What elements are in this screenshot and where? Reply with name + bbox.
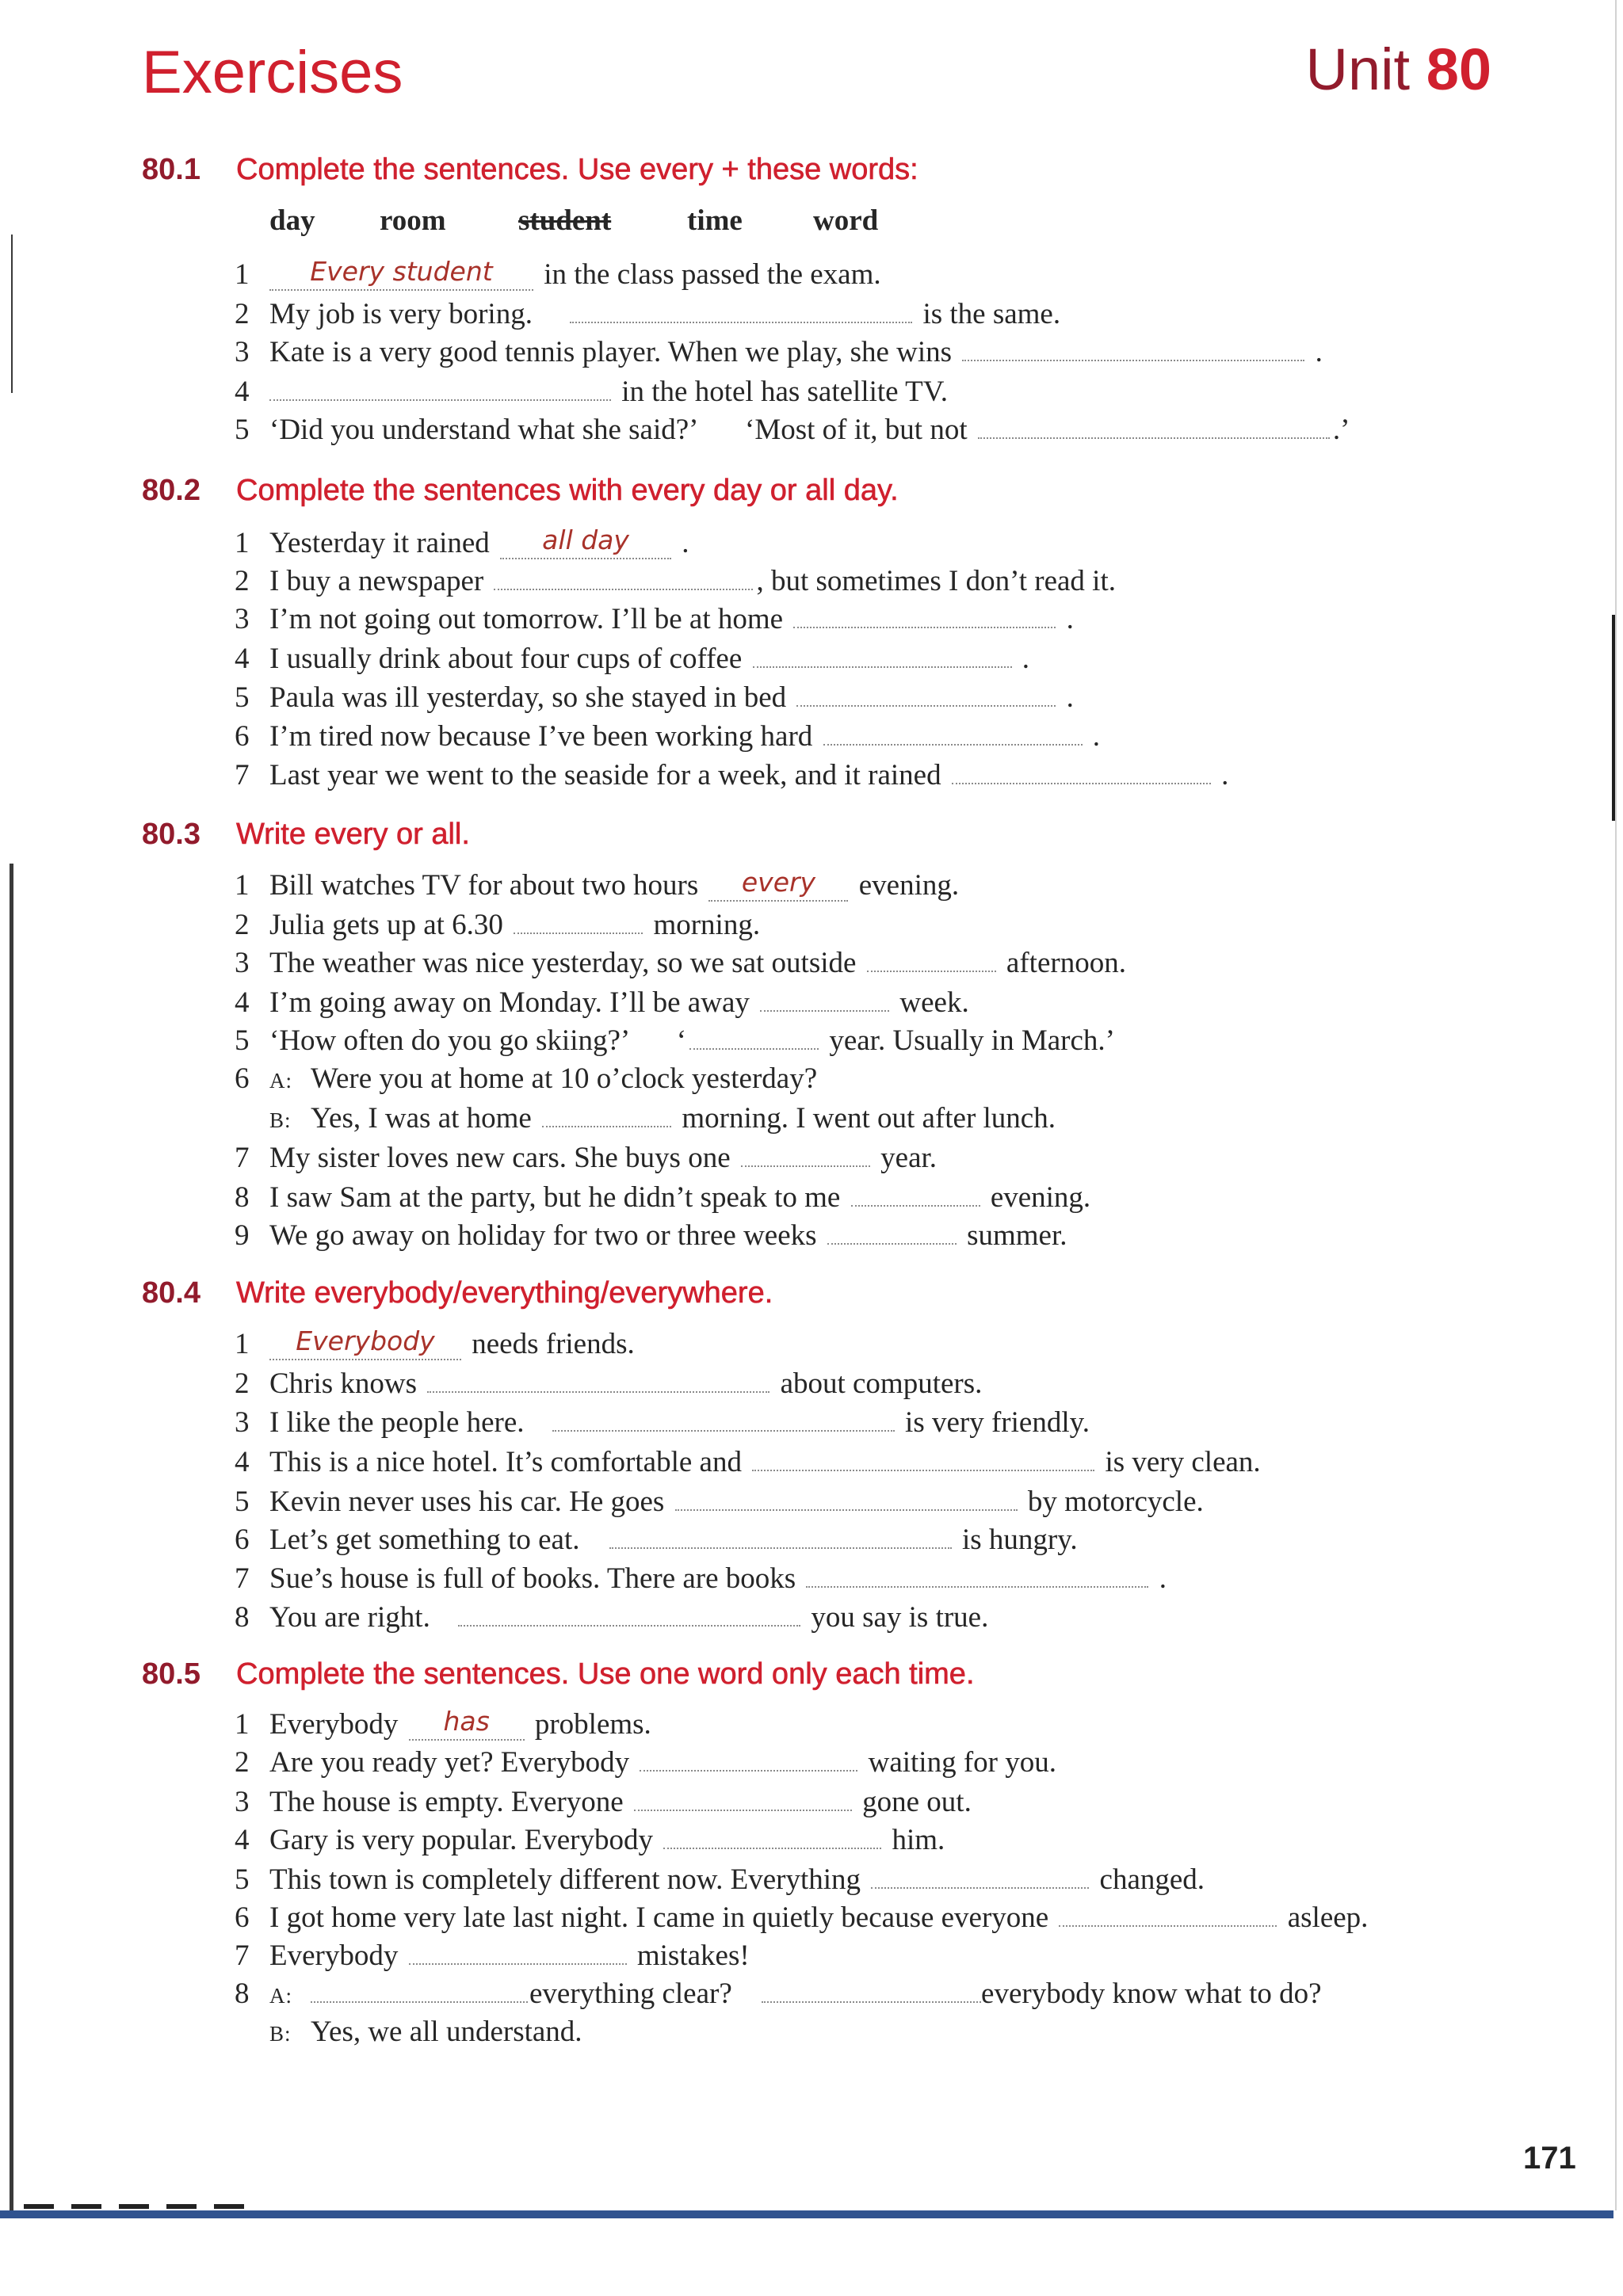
answer-blank <box>542 1126 671 1127</box>
item-number: 6 <box>235 720 250 753</box>
item-text: ‘How often do you go skiing?’ <box>269 1024 628 1057</box>
item-text: everybody know what to do? <box>981 1978 1322 2010</box>
item-text: I like the people here. <box>269 1406 525 1439</box>
answer-blank <box>760 1010 889 1012</box>
exercise-item <box>235 524 689 563</box>
section-instruction: Complete the sentences. Use one word only each time. <box>236 1657 975 1691</box>
exercise-item <box>235 372 948 412</box>
item-text: Gary is very popular. Everybody <box>269 1824 653 1856</box>
item-text: needs friends. <box>472 1328 635 1360</box>
section-number: 80.5 <box>142 1657 200 1691</box>
answer-blank <box>427 1391 769 1393</box>
exercise-item <box>235 717 1100 757</box>
item-number: 1 <box>235 1328 250 1360</box>
item-text: problems. <box>534 1708 651 1741</box>
section-number: 80.4 <box>142 1276 200 1310</box>
exercise-item <box>235 1821 945 1860</box>
scan-edge-line <box>11 235 13 393</box>
exercise-item <box>235 1520 1078 1560</box>
exercise-item <box>235 1059 817 1099</box>
item-number: 1 <box>235 1708 250 1741</box>
handwritten-answer: has <box>443 1706 490 1737</box>
answer-blank <box>609 1547 952 1549</box>
answer-blank <box>675 1509 1018 1511</box>
bottom-dash-rule <box>24 2204 254 2209</box>
item-text: . <box>1221 759 1229 791</box>
item-text: I buy a newspaper <box>269 565 484 597</box>
exercise-item-continued <box>235 2012 582 2052</box>
item-number: 6 <box>235 1901 250 1934</box>
answer-blank <box>269 256 533 291</box>
section-number: 80.3 <box>142 818 200 851</box>
item-number: 7 <box>235 759 250 791</box>
exercise-item <box>235 1559 1167 1599</box>
exercise-item <box>235 866 959 906</box>
answer-blank <box>409 1706 525 1741</box>
item-text: I saw Sam at the party, but he didn’t speak to me <box>269 1181 841 1214</box>
section-instruction: Write every or all. <box>236 818 470 851</box>
exercise-item <box>235 639 1029 679</box>
answer-blank <box>552 1430 895 1432</box>
exercise-item <box>235 1443 1261 1482</box>
item-text: I’m not going out tomorrow. I’ll be at home <box>269 603 784 635</box>
answer-blank <box>708 867 848 902</box>
answer-blank <box>570 322 912 323</box>
item-text: week. <box>899 986 969 1019</box>
item-number: 4 <box>235 1446 250 1478</box>
scan-edge-line <box>1615 0 1617 2210</box>
exercise-item <box>235 1743 1056 1783</box>
item-number: 3 <box>235 603 250 635</box>
item-text: Yes, I was at home <box>311 1102 532 1135</box>
answer-blank <box>269 1325 461 1360</box>
item-number: 2 <box>235 1367 250 1400</box>
unit-number: 80 <box>1426 36 1491 102</box>
item-text: morning. I went out after lunch. <box>682 1102 1056 1135</box>
item-number: 3 <box>235 947 250 979</box>
item-text: My sister loves new cars. She buys one <box>269 1142 731 1174</box>
item-text: Bill watches TV for about two hours <box>269 869 699 902</box>
exercise-item <box>235 944 1126 983</box>
word-box-item: time <box>687 204 743 237</box>
speaker-label: A: <box>269 1984 292 2008</box>
item-text: Last year we went to the seaside for a week, and it rained <box>269 759 941 791</box>
answer-blank <box>793 627 1056 628</box>
answer-blank <box>952 783 1211 784</box>
exercise-item <box>235 1482 1204 1522</box>
item-text: Let’s get something to eat. <box>269 1524 580 1556</box>
unit-heading <box>1306 32 1491 108</box>
word-box <box>0 201 951 241</box>
item-text: Are you ready yet? Everybody <box>269 1746 630 1779</box>
item-text: Kevin never uses his car. He goes <box>269 1486 665 1518</box>
item-number: 2 <box>235 565 250 597</box>
handwritten-answer: all day <box>542 524 629 555</box>
item-text: My job is very boring. <box>269 298 533 330</box>
section-header <box>142 812 470 856</box>
item-text: about computers. <box>780 1367 983 1400</box>
item-number: 3 <box>235 1406 250 1439</box>
exercise-item <box>235 1325 635 1364</box>
item-text: waiting for you. <box>868 1746 1056 1779</box>
item-number: 7 <box>235 1142 250 1174</box>
exercise-item <box>235 1178 1090 1218</box>
exercise-item <box>235 1021 1115 1061</box>
section-number: 80.2 <box>142 474 200 507</box>
speaker-label: B: <box>269 1108 292 1132</box>
item-number: 2 <box>235 298 250 330</box>
item-text: in the class passed the exam. <box>544 258 881 291</box>
section-header <box>142 147 918 192</box>
answer-blank <box>823 744 1083 746</box>
answer-blank <box>871 1887 1089 1889</box>
page-number: 171 <box>1523 2141 1576 2176</box>
item-text: Kate is a very good tennis player. When we play, she wins <box>269 336 953 368</box>
item-text: . <box>1315 336 1323 368</box>
item-text: in the hotel has satellite TV. <box>621 376 948 408</box>
item-number: 4 <box>235 376 250 408</box>
item-text: We go away on holiday for two or three weeks <box>269 1219 817 1252</box>
item-text: ‘ <box>676 1024 687 1057</box>
exercise-item <box>235 1860 1205 1900</box>
item-number: 5 <box>235 681 250 714</box>
item-text: . <box>1066 681 1074 714</box>
exercise-item <box>235 255 881 295</box>
item-text: by motorcycle. <box>1027 1486 1204 1518</box>
exercise-item <box>235 295 1060 334</box>
exercise-item <box>235 1898 1368 1938</box>
section-instruction: Complete the sentences. Use every + these words: <box>236 153 918 186</box>
item-number: 7 <box>235 1939 250 1972</box>
answer-blank <box>689 1048 819 1050</box>
exercise-item <box>235 1364 982 1404</box>
exercise-item <box>235 906 760 945</box>
answer-blank <box>753 666 1012 668</box>
item-text: asleep. <box>1287 1901 1369 1934</box>
item-text: mistakes! <box>636 1939 750 1972</box>
item-text: I usually drink about four cups of coffee <box>269 643 743 675</box>
item-number: 6 <box>235 1524 250 1556</box>
exercise-item <box>235 410 1350 450</box>
item-text: . <box>1092 720 1101 753</box>
item-text: The weather was nice yesterday, so we sat outside <box>269 947 857 979</box>
answer-blank <box>409 1963 627 1965</box>
exercise-item <box>235 983 969 1023</box>
section-number: 80.1 <box>142 153 200 186</box>
answer-blank <box>1059 1925 1277 1927</box>
item-text: Chris knows <box>269 1367 418 1400</box>
item-text: .’ <box>1332 414 1350 446</box>
item-text: gone out. <box>862 1786 972 1818</box>
answer-blank <box>978 437 1330 439</box>
item-text: I’m going away on Monday. I’ll be away <box>269 986 750 1019</box>
item-text: ‘Most of it, but not <box>745 414 968 446</box>
exercise-item <box>235 1138 937 1178</box>
item-number: 4 <box>235 1824 250 1856</box>
answer-blank <box>752 1470 1094 1471</box>
item-number: 8 <box>235 1601 250 1634</box>
answer-blank <box>741 1165 870 1167</box>
exercise-item <box>235 1974 1322 2014</box>
item-number: 5 <box>235 1863 250 1896</box>
answer-blank <box>806 1586 1148 1588</box>
exercise-item <box>235 600 1074 639</box>
bottom-rule <box>0 2210 1613 2218</box>
exercise-item-continued <box>235 1099 1056 1138</box>
section-instruction: Write everybody/everything/everywhere. <box>236 1276 773 1310</box>
answer-blank <box>494 589 753 590</box>
exercise-item <box>235 333 1323 372</box>
answer-blank <box>458 1625 800 1627</box>
item-text: I got home very late last night. I came in quietly because everyone <box>269 1901 1049 1934</box>
item-text: . <box>1159 1562 1167 1595</box>
answer-blank <box>500 524 671 559</box>
section-header <box>142 468 899 513</box>
item-text: , but sometimes I don’t read it. <box>756 565 1116 597</box>
word-box-item: room <box>380 204 446 237</box>
answer-blank <box>311 2001 528 2003</box>
item-text: I’m tired now because I’ve been working hard <box>269 720 813 753</box>
answer-blank <box>962 360 1304 361</box>
item-text: evening. <box>990 1181 1091 1214</box>
item-number: 3 <box>235 336 250 368</box>
item-text: year. Usually in March.’ <box>829 1024 1115 1057</box>
answer-blank <box>269 399 611 401</box>
item-number: 4 <box>235 986 250 1019</box>
item-text: You are right. <box>269 1601 430 1634</box>
item-number: 7 <box>235 1562 250 1595</box>
item-number: 5 <box>235 1486 250 1518</box>
item-number: 6 <box>235 1062 250 1095</box>
unit-label: Unit <box>1305 36 1411 102</box>
exercise-item <box>235 678 1074 718</box>
item-number: 8 <box>235 1978 250 2010</box>
answer-blank <box>867 971 996 972</box>
item-text: morning. <box>653 909 761 941</box>
item-text: Yesterday it rained <box>269 527 490 559</box>
item-number: 2 <box>235 1746 250 1779</box>
answer-blank <box>640 1770 857 1772</box>
item-text: . <box>1066 603 1074 635</box>
item-text: Paula was ill yesterday, so she stayed in bed <box>269 681 787 714</box>
item-text: is very clean. <box>1105 1446 1261 1478</box>
item-text: him. <box>892 1824 945 1856</box>
answer-blank <box>663 1848 881 1849</box>
item-text: summer. <box>967 1219 1067 1252</box>
item-text: The house is empty. Everyone <box>269 1786 624 1818</box>
item-number: 1 <box>235 869 250 902</box>
item-text: everything clear? <box>529 1978 732 2010</box>
item-number: 3 <box>235 1786 250 1818</box>
handwritten-answer: Everybody <box>296 1325 435 1356</box>
item-text: . <box>682 527 689 559</box>
exercise-item <box>235 1783 972 1822</box>
item-text: evening. <box>858 869 960 902</box>
item-text: . <box>1022 643 1030 675</box>
exercise-item <box>235 1598 988 1638</box>
section-header <box>142 1271 773 1315</box>
answer-blank <box>514 933 643 934</box>
item-number: 5 <box>235 414 250 446</box>
handwritten-answer: Every student <box>310 256 493 287</box>
page-title: Exercises <box>142 39 403 106</box>
item-text: ‘Did you understand what she said?’ <box>269 414 697 446</box>
item-number: 1 <box>235 527 250 559</box>
answer-blank <box>851 1205 980 1207</box>
section-instruction: Complete the sentences with every day or all day. <box>236 474 899 507</box>
exercise-item <box>235 1403 1090 1443</box>
item-text: afternoon. <box>1006 947 1126 979</box>
item-number: 9 <box>235 1219 250 1252</box>
answer-blank <box>796 705 1056 707</box>
scan-edge-line <box>10 864 13 2210</box>
item-number: 2 <box>235 909 250 941</box>
item-number: 1 <box>235 258 250 291</box>
item-text: Everybody <box>269 1939 399 1972</box>
answer-blank <box>634 1810 852 1811</box>
exercise-item <box>235 1705 651 1745</box>
answer-blank <box>762 2001 981 2003</box>
item-number: 8 <box>235 1181 250 1214</box>
item-text: is hungry. <box>962 1524 1078 1556</box>
word-box-item: word <box>813 204 879 237</box>
word-box-item-crossed-out: student <box>518 204 612 237</box>
item-text: year. <box>880 1142 938 1174</box>
speaker-label: B: <box>269 2022 292 2046</box>
item-text: Were you at home at 10 o’clock yesterday? <box>311 1062 818 1095</box>
item-number: 5 <box>235 1024 250 1057</box>
exercise-item <box>235 1936 750 1976</box>
item-text: you say is true. <box>811 1601 989 1634</box>
exercise-item <box>235 562 1116 601</box>
section-header <box>142 1652 975 1696</box>
item-number: 4 <box>235 643 250 675</box>
answer-blank <box>827 1243 957 1245</box>
item-text: Yes, we all understand. <box>311 2016 582 2048</box>
item-text: changed. <box>1099 1863 1205 1896</box>
item-text: This is a nice hotel. It’s comfortable and <box>269 1446 742 1478</box>
item-text: is the same. <box>922 298 1061 330</box>
handwritten-answer: every <box>741 867 816 898</box>
item-text: Julia gets up at 6.30 <box>269 909 503 941</box>
exercise-item <box>235 1216 1067 1256</box>
item-text: Sue’s house is full of books. There are books <box>269 1562 796 1595</box>
word-box-item: day <box>269 204 315 237</box>
item-text: This town is completely different now. Everything <box>269 1863 861 1896</box>
exercise-item <box>235 756 1228 795</box>
item-text: is very friendly. <box>905 1406 1090 1439</box>
item-text: Everybody <box>269 1708 399 1741</box>
speaker-label: A: <box>269 1069 292 1093</box>
